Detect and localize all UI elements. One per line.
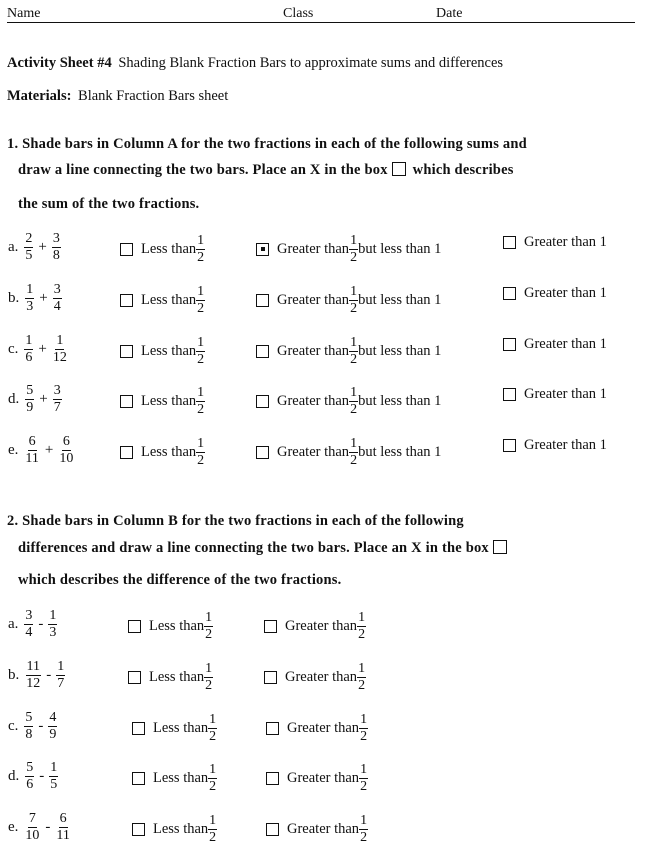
q1-problem-expression [8,384,62,415]
less-than-half-option [120,386,205,417]
problem-label: e. [8,442,19,458]
option-text: Less than [141,444,197,460]
one-half-fraction [359,814,368,845]
operator: - [38,718,44,734]
one-half-fraction [196,386,205,417]
between-half-and-one-option-checkbox[interactable] [256,446,269,459]
between-half-and-one-option-checkbox[interactable] [256,294,269,307]
option-text: but less than 1 [358,241,442,257]
numerator: 6 [28,434,36,449]
numerator: 1 [50,760,58,775]
option-text: Greater than [287,770,360,786]
denominator: 11 [25,451,39,466]
one-half-fraction [204,662,213,693]
between-half-and-one-option [256,234,441,265]
operator: + [39,290,48,306]
option-text: Less than [149,618,205,634]
one-half-fraction [208,763,217,794]
one-half-fraction [196,437,205,468]
numerator: 3 [25,608,33,623]
numerator: 1 [56,333,64,348]
denominator: 4 [53,299,61,314]
between-half-and-one-option-checkbox[interactable] [256,395,269,408]
numerator: 7 [28,811,36,826]
numerator: 1 [197,284,205,299]
greater-than-one-option-checkbox[interactable] [503,236,516,249]
denominator: 3 [49,625,57,640]
problem-label: c. [8,341,19,357]
denominator: 8 [25,727,33,742]
numerator: 5 [26,760,34,775]
denominator: 2 [197,352,205,367]
activity-number: Activity Sheet #4 [7,55,112,71]
option-text: Greater than [277,444,350,460]
example-checkbox-icon [493,540,507,554]
numerator: 1 [360,813,368,828]
option-text: Greater than [277,393,350,409]
option-text: Less than [141,393,197,409]
numerator: 3 [53,282,61,297]
numerator: 1 [350,233,358,248]
denominator: 2 [197,301,205,316]
numerator: 1 [209,712,217,727]
denominator: 2 [209,830,217,845]
operator: - [45,819,51,835]
option-text: Greater than [287,821,360,837]
option-text: Greater than [277,292,350,308]
denominator: 5 [50,777,58,792]
numerator: 1 [25,333,33,348]
problem-label: a. [8,616,19,632]
second-fraction [48,609,57,640]
option-text: Greater than [285,669,358,685]
option-text: but less than 1 [358,393,442,409]
option-text: Greater than 1 [524,386,607,402]
option-text: Greater than [277,241,350,257]
one-half-fraction [359,713,368,744]
operator: + [38,341,47,357]
denominator: 2 [350,453,358,468]
second-fraction [58,435,74,466]
denominator: 3 [26,299,34,314]
greater-than-one-option [503,336,607,353]
numerator: 6 [59,811,67,826]
greater-than-half-option-checkbox[interactable] [266,772,279,785]
option-text: but less than 1 [358,444,442,460]
numerator: 1 [26,282,34,297]
between-half-and-one-option-checkbox[interactable] [256,243,269,256]
greater-than-one-option [503,285,607,302]
greater-than-one-option [503,437,607,454]
name-class-date-rule [7,22,635,23]
numerator: 1 [350,385,358,400]
operator: - [38,616,44,632]
option-text: Less than [153,821,209,837]
denominator: 2 [360,830,368,845]
numerator: 1 [358,610,366,625]
q1-problem-expression [8,283,62,314]
denominator: 7 [53,400,61,415]
option-text: Greater than [277,343,350,359]
denominator: 2 [350,301,358,316]
materials-value: Blank Fraction Bars sheet [78,88,229,104]
denominator: 2 [197,402,205,417]
option-text: Greater than 1 [524,285,607,301]
denominator: 2 [358,627,366,642]
greater-than-one-option [503,234,607,251]
less-than-half-option [120,336,205,367]
q1-problem-expression [8,334,68,365]
between-half-and-one-option [256,386,441,417]
option-text: Less than [141,241,197,257]
option-text: Greater than [285,618,358,634]
second-fraction [52,232,61,263]
problem-label: d. [8,768,20,784]
numerator: 1 [205,661,213,676]
denominator: 2 [197,250,205,265]
denominator: 9 [49,727,57,742]
one-half-fraction [359,763,368,794]
q1-instruction-line2a: draw a line connecting the two bars. Place an X in the box [18,162,388,178]
numerator: 1 [350,436,358,451]
problem-label: e. [8,819,19,835]
q2-problem-expression [8,609,57,640]
less-than-half-option [120,285,205,316]
name-label: Name [7,6,41,21]
operator: + [38,239,47,255]
denominator: 2 [350,352,358,367]
denominator: 2 [205,678,213,693]
option-text: Greater than 1 [524,234,607,250]
between-half-and-one-option [256,437,441,468]
denominator: 11 [56,828,70,843]
numerator: 1 [209,813,217,828]
between-half-and-one-option [256,336,441,367]
between-half-and-one-option [256,285,441,316]
greater-than-one-option-checkbox[interactable] [503,388,516,401]
first-fraction [24,812,40,843]
denominator: 7 [57,676,65,691]
activity-title [7,55,503,72]
problem-label: c. [8,718,19,734]
less-than-half-option-checkbox[interactable] [132,722,145,735]
problem-label: a. [8,239,19,255]
option-text: Greater than [287,720,360,736]
materials-line [7,88,228,105]
one-half-fraction [208,814,217,845]
first-fraction [24,334,33,365]
numerator: 3 [52,231,60,246]
numerator: 1 [197,385,205,400]
q1-instruction-line3: the sum of the two fractions. [18,196,200,212]
problem-label: b. [8,290,20,306]
numerator: 4 [49,710,57,725]
numerator: 1 [57,659,65,674]
numerator: 1 [358,661,366,676]
denominator: 2 [350,402,358,417]
numerator: 3 [53,383,61,398]
first-fraction [25,384,34,415]
greater-than-half-option [266,814,368,845]
less-than-half-option [120,437,205,468]
denominator: 4 [25,625,33,640]
q1-instruction-line1: 1. Shade bars in Column A for the two fractions in each of the following sums and [7,136,527,152]
denominator: 2 [358,678,366,693]
greater-than-one-option-checkbox[interactable] [503,287,516,300]
one-half-fraction [208,713,217,744]
first-fraction [25,761,34,792]
numerator: 1 [350,335,358,350]
greater-than-one-option [503,386,607,403]
option-text: Greater than 1 [524,336,607,352]
greater-than-half-option [266,763,368,794]
first-fraction [25,660,41,691]
numerator: 11 [26,659,40,674]
activity-description: Shading Blank Fraction Bars to approximate sums and differences [118,55,504,71]
denominator: 2 [350,250,358,265]
option-text: Less than [141,292,197,308]
numerator: 5 [26,383,34,398]
option-text: Less than [153,720,209,736]
first-fraction [24,435,39,466]
problem-label: b. [8,667,20,683]
first-fraction [24,609,33,640]
less-than-half-option-checkbox[interactable] [128,620,141,633]
date-label: Date [436,6,463,21]
less-than-half-option [128,611,213,642]
denominator: 8 [52,248,60,263]
option-text: but less than 1 [358,343,442,359]
numerator: 1 [197,436,205,451]
numerator: 2 [25,231,33,246]
numerator: 5 [25,710,33,725]
denominator: 2 [360,779,368,794]
less-than-half-option-checkbox[interactable] [120,243,133,256]
one-half-fraction [196,285,205,316]
one-half-fraction [196,234,205,265]
numerator: 6 [62,434,70,449]
between-half-and-one-option-checkbox[interactable] [256,345,269,358]
numerator: 1 [360,712,368,727]
denominator: 5 [25,248,33,263]
option-text: Less than [153,770,209,786]
operator: - [39,768,45,784]
operator: - [46,667,52,683]
numerator: 1 [197,233,205,248]
one-half-fraction [196,336,205,367]
operator: + [44,442,54,458]
less-than-half-option-checkbox[interactable] [128,671,141,684]
greater-than-half-option [266,713,368,744]
second-fraction [53,283,62,314]
class-label: Class [283,6,314,21]
second-fraction [53,384,62,415]
denominator: 2 [209,779,217,794]
denominator: 9 [26,400,34,415]
denominator: 2 [360,729,368,744]
greater-than-half-option-checkbox[interactable] [266,823,279,836]
one-half-fraction [357,662,366,693]
denominator: 2 [197,453,205,468]
denominator: 12 [52,350,67,365]
q2-instruction-line2a: differences and draw a line connecting the two bars. Place an X in the box [18,540,489,556]
q1-instruction-line2b: which describes [412,162,514,178]
q1-instruction-line2 [18,162,514,179]
denominator: 2 [209,729,217,744]
q2-problem-expression [8,711,57,742]
q2-problem-expression [8,660,65,691]
less-than-half-option-checkbox[interactable] [132,823,145,836]
less-than-half-option-checkbox[interactable] [120,395,133,408]
less-than-half-option [132,814,217,845]
numerator: 1 [350,284,358,299]
second-fraction [48,711,57,742]
first-fraction [25,283,34,314]
greater-than-half-option [264,611,366,642]
greater-than-half-option [264,662,366,693]
greater-than-one-option-checkbox[interactable] [503,439,516,452]
operator: + [39,391,48,407]
second-fraction [49,761,58,792]
one-half-fraction [349,234,358,265]
less-than-half-option [120,234,205,265]
first-fraction [24,232,33,263]
less-than-half-option [132,763,217,794]
less-than-half-option-checkbox[interactable] [132,772,145,785]
one-half-fraction [357,611,366,642]
less-than-half-option [128,662,213,693]
q2-instruction-line1: 2. Shade bars in Column B for the two fractions in each of the following [7,513,464,529]
denominator: 6 [26,777,34,792]
less-than-half-option [132,713,217,744]
one-half-fraction [204,611,213,642]
first-fraction [24,711,33,742]
denominator: 10 [59,451,74,466]
q2-problem-expression [8,761,58,792]
greater-than-half-option-checkbox[interactable] [266,722,279,735]
one-half-fraction [349,285,358,316]
numerator: 1 [360,762,368,777]
denominator: 6 [25,350,33,365]
materials-label: Materials: [7,88,72,104]
one-half-fraction [349,336,358,367]
denominator: 2 [205,627,213,642]
q1-problem-expression [8,232,61,263]
numerator: 1 [49,608,57,623]
option-text: Less than [149,669,205,685]
numerator: 1 [205,610,213,625]
one-half-fraction [349,386,358,417]
greater-than-half-option-checkbox[interactable] [264,620,277,633]
greater-than-half-option-checkbox[interactable] [264,671,277,684]
one-half-fraction [349,437,358,468]
q2-instruction-line2 [18,540,511,557]
q1-problem-expression [8,435,74,466]
second-fraction [55,812,70,843]
denominator: 12 [26,676,41,691]
q2-problem-expression [8,812,71,843]
second-fraction [56,660,65,691]
option-text: Less than [141,343,197,359]
option-text: Greater than 1 [524,437,607,453]
option-text: but less than 1 [358,292,442,308]
second-fraction [52,334,68,365]
example-checkbox-icon [392,162,406,176]
less-than-half-option-checkbox[interactable] [120,345,133,358]
denominator: 10 [25,828,40,843]
numerator: 1 [197,335,205,350]
less-than-half-option-checkbox[interactable] [120,446,133,459]
problem-label: d. [8,391,20,407]
greater-than-one-option-checkbox[interactable] [503,338,516,351]
numerator: 1 [209,762,217,777]
less-than-half-option-checkbox[interactable] [120,294,133,307]
q2-instruction-line3: which describes the difference of the two fractions. [18,572,342,588]
